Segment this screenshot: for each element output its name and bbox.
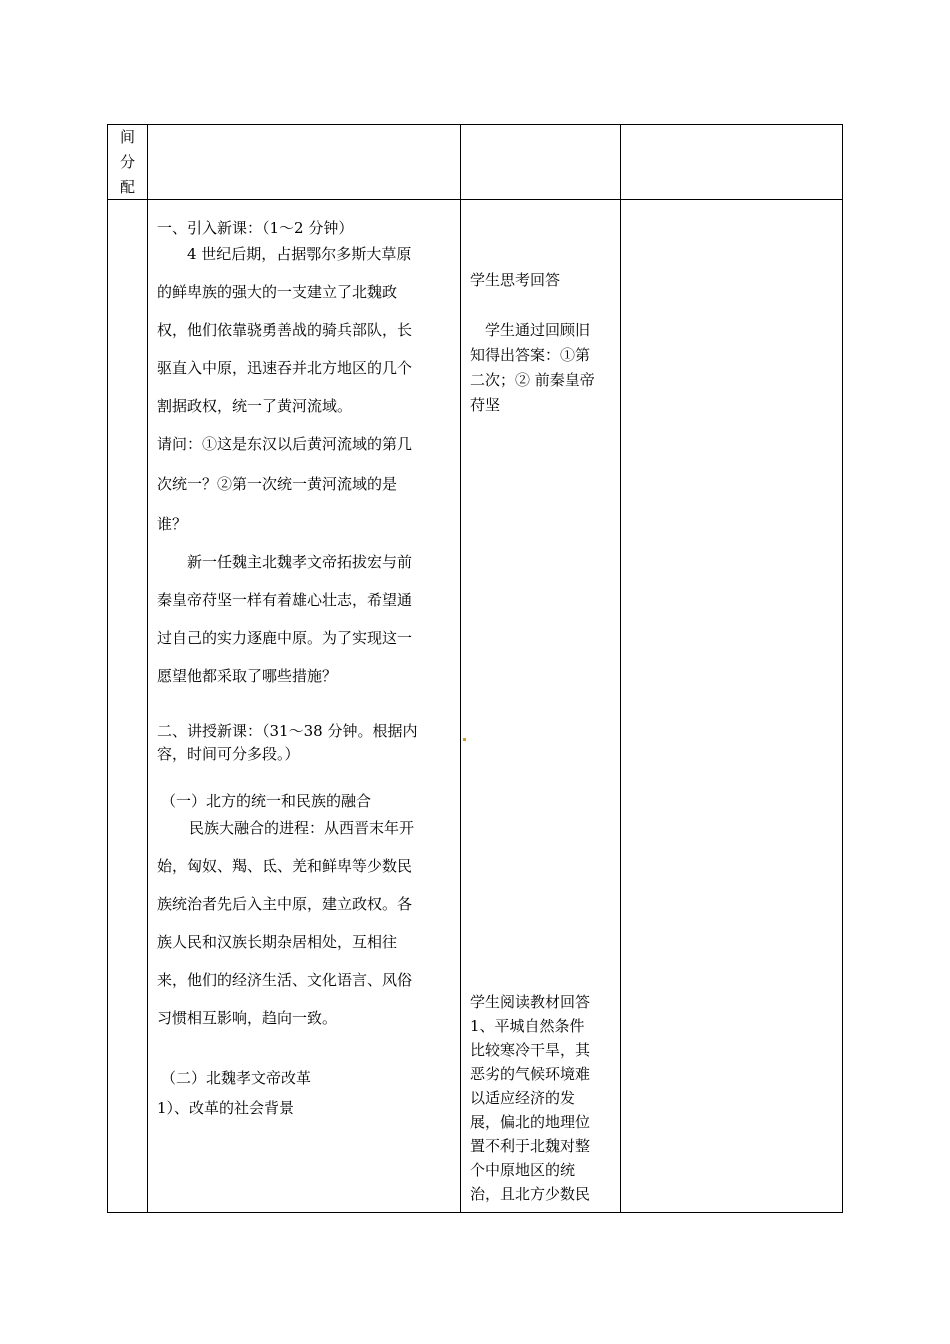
answer3-line: 恶劣的气候环境难 [470, 1065, 591, 1083]
lecture-heading-line: 容，时间可分多段。） [157, 745, 300, 763]
table-border-right [842, 124, 843, 1213]
para2-line: 过自己的实力逐鹿中原。为了实现这一 [157, 629, 413, 647]
answer3-line: 个中原地区的统 [470, 1161, 576, 1179]
teaching-content [157, 219, 457, 1122]
lecture-heading-line: 二、讲授新课：（31～38 分钟。根据内 [157, 722, 418, 740]
intro-para-line: 权，他们依靠骁勇善战的骑兵部队，长 [157, 321, 413, 339]
answer3-line: 比较寒冷干旱，其 [470, 1041, 591, 1059]
table-border-top [107, 124, 843, 125]
question-line: 请问：①这是东汉以后黄河流域的第几 [157, 435, 413, 453]
answer3-line: 以适应经济的发 [470, 1089, 576, 1107]
table-col-divider-2 [460, 124, 461, 1213]
intro-para-line: 驱直入中原，迅速吞并北方地区的几个 [157, 359, 413, 377]
student-activity [470, 270, 618, 415]
answer3-line: 展，偏北的地理位 [470, 1113, 591, 1131]
answer3-line: 学生阅读教材回答 [470, 993, 591, 1011]
section2-heading: （二）北魏孝文帝改革 [161, 1069, 312, 1087]
answer1: 学生思考回答 [470, 271, 561, 289]
answer3-line: 治，且北方少数民 [470, 1185, 591, 1203]
time-allocation-char: 间 [120, 128, 136, 146]
answer3-line: 置不利于北魏对整 [470, 1137, 591, 1155]
table-col-divider-3 [620, 124, 621, 1213]
answer3-line: 1、平城自然条件 [470, 1017, 585, 1035]
table-row-divider [107, 199, 843, 200]
time-allocation-char: 分 [120, 153, 136, 171]
table-border-left [107, 124, 108, 1213]
para3-line: 始，匈奴、羯、氐、羌和鲜卑等少数民 [157, 857, 413, 875]
para3-line: 来，他们的经济生活、文化语言、风俗 [157, 971, 413, 989]
para2-line: 秦皇帝苻坚一样有着雄心壮志，希望通 [157, 591, 413, 609]
time-allocation-char: 配 [120, 178, 136, 196]
answer2-line: 知得出答案：①第 [470, 346, 591, 364]
intro-para-line: 的鲜卑族的强大的一支建立了北魏政 [157, 283, 398, 301]
intro-heading: 一、引入新课：（1～2 分钟） [157, 219, 354, 237]
question-line: 谁？ [157, 515, 188, 533]
item1-heading: 1）、改革的社会背景 [157, 1099, 295, 1117]
intro-para-line: 4 世纪后期，占据鄂尔多斯大草原 [187, 245, 412, 263]
section1-heading: （一）北方的统一和民族的融合 [161, 792, 372, 810]
stray-mark [463, 738, 466, 741]
para3-line: 习惯相互影响，趋向一致。 [157, 1009, 338, 1027]
para2-line: 愿望他都采取了哪些措施？ [157, 667, 338, 685]
para3-line: 族人民和汉族长期杂居相处，互相往 [157, 933, 398, 951]
table-col-divider-1 [147, 124, 148, 1213]
para3-line: 民族大融合的进程：从西晋末年开 [189, 819, 415, 837]
para3-line: 族统治者先后入主中原，建立政权。各 [157, 895, 413, 913]
answer2-line: 二次；② 前秦皇帝 [470, 371, 595, 389]
question-line: 次统一？②第一次统一黄河流域的是 [157, 475, 398, 493]
para2-line: 新一任魏主北魏孝文帝拓拔宏与前 [187, 553, 413, 571]
table-border-bottom [107, 1212, 843, 1213]
answer2-line: 苻坚 [470, 396, 501, 414]
intro-para-line: 割据政权，统一了黄河流域。 [157, 397, 353, 415]
student-activity-2 [470, 992, 618, 1204]
answer2-line: 学生通过回顾旧 [485, 321, 591, 339]
